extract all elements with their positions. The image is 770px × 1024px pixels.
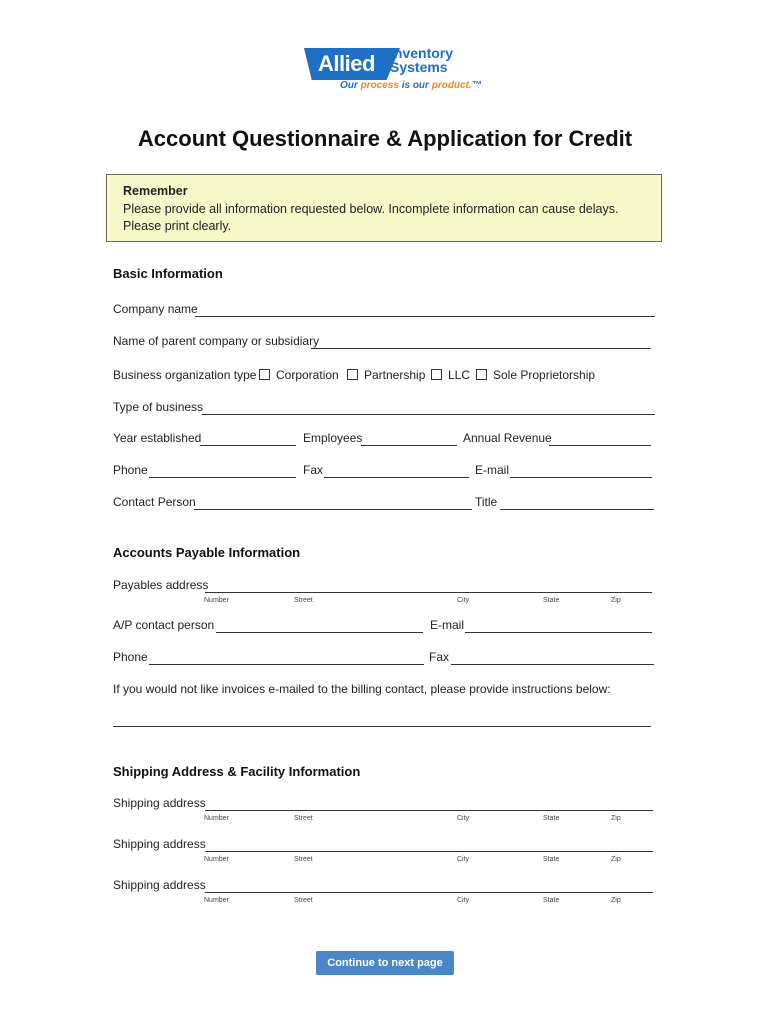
checkbox-icon[interactable] bbox=[431, 369, 442, 380]
type-of-business-row bbox=[113, 400, 655, 418]
sub-number: Number bbox=[204, 815, 229, 822]
sub-state: State bbox=[543, 897, 560, 904]
ap-contact-label: A/P contact person bbox=[113, 618, 215, 632]
sub-street: Street bbox=[294, 815, 313, 822]
sub-zip: Zip bbox=[611, 897, 621, 904]
parent-company-field[interactable] bbox=[311, 348, 651, 349]
sub-street: Street bbox=[294, 856, 313, 863]
company-logo bbox=[304, 44, 482, 94]
sub-city: City bbox=[457, 597, 470, 604]
year-employees-revenue-row bbox=[113, 431, 655, 449]
continue-button[interactable]: Continue to next page bbox=[316, 951, 454, 975]
logo-subtitle bbox=[390, 46, 453, 74]
shipping-address-row-1 bbox=[113, 796, 655, 822]
remember-line-2: Please print clearly. bbox=[123, 219, 232, 233]
remember-box bbox=[106, 174, 662, 242]
email-label: E-mail bbox=[475, 463, 510, 477]
type-of-business-label: Type of business bbox=[113, 400, 204, 414]
phone-fax-email-row bbox=[113, 463, 655, 481]
payable-heading: Accounts Payable Information bbox=[113, 545, 301, 560]
org-type-row bbox=[113, 368, 655, 386]
fax-field[interactable] bbox=[324, 477, 469, 478]
employees-field[interactable] bbox=[361, 445, 457, 446]
contact-title-row bbox=[113, 495, 655, 513]
logo-word: Allied bbox=[318, 51, 375, 76]
shipping-address-row-2 bbox=[113, 837, 655, 863]
payables-address-label: Payables address bbox=[113, 578, 209, 592]
sub-street: Street bbox=[294, 597, 313, 604]
phone-label: Phone bbox=[113, 463, 148, 477]
shipping-address-field[interactable] bbox=[205, 810, 653, 811]
logo-inventory: Inventory bbox=[390, 45, 454, 61]
ap-fax-label: Fax bbox=[429, 650, 450, 664]
option-llc[interactable]: LLC bbox=[431, 368, 470, 382]
year-established-label: Year established bbox=[113, 431, 202, 445]
shipping-address-label: Shipping address bbox=[113, 796, 206, 810]
company-name-label: Company name bbox=[113, 302, 198, 316]
ap-phone-fax-row bbox=[113, 650, 655, 668]
type-of-business-field[interactable] bbox=[202, 414, 655, 415]
annual-revenue-label: Annual Revenue bbox=[463, 431, 552, 445]
ap-contact-field[interactable] bbox=[216, 632, 423, 633]
contact-person-field[interactable] bbox=[194, 509, 472, 510]
shipping-heading: Shipping Address & Facility Information bbox=[113, 764, 361, 779]
annual-revenue-field[interactable] bbox=[549, 445, 651, 446]
sub-number: Number bbox=[204, 856, 229, 863]
sub-street: Street bbox=[294, 897, 313, 904]
checkbox-icon[interactable] bbox=[259, 369, 270, 380]
shipping-address-label: Shipping address bbox=[113, 837, 206, 851]
ap-contact-row bbox=[113, 618, 655, 636]
ap-email-field[interactable] bbox=[465, 632, 652, 633]
payables-address-field[interactable] bbox=[205, 592, 652, 593]
ap-phone-field[interactable] bbox=[149, 664, 424, 665]
email-field[interactable] bbox=[510, 477, 652, 478]
shipping-address-field[interactable] bbox=[205, 851, 653, 852]
sub-state: State bbox=[543, 815, 560, 822]
sub-zip: Zip bbox=[611, 597, 621, 604]
option-partnership[interactable]: Partnership bbox=[347, 368, 425, 382]
phone-field[interactable] bbox=[149, 477, 296, 478]
basic-info-heading: Basic Information bbox=[113, 266, 223, 281]
ap-phone-label: Phone bbox=[113, 650, 148, 664]
sub-number: Number bbox=[204, 897, 229, 904]
invoice-instructions-field[interactable] bbox=[113, 726, 651, 727]
logo-tagline: Our process is our product.™ bbox=[340, 80, 482, 91]
sub-zip: Zip bbox=[611, 815, 621, 822]
year-established-field[interactable] bbox=[200, 445, 296, 446]
company-name-row bbox=[113, 302, 655, 320]
sub-state: State bbox=[543, 856, 560, 863]
checkbox-icon[interactable] bbox=[476, 369, 487, 380]
remember-line-1: Please provide all information requested below. Incomplete information can cause delays. bbox=[123, 201, 619, 216]
org-type-label: Business organization type bbox=[113, 368, 257, 382]
title-field[interactable] bbox=[500, 509, 654, 510]
shipping-address-field[interactable] bbox=[205, 892, 653, 893]
fax-label: Fax bbox=[303, 463, 324, 477]
option-corporation[interactable]: Corporation bbox=[259, 368, 339, 382]
parent-company-label: Name of parent company or subsidiary bbox=[113, 334, 320, 348]
checkbox-icon[interactable] bbox=[347, 369, 358, 380]
logo-systems: Systems bbox=[390, 59, 448, 75]
employees-label: Employees bbox=[303, 431, 363, 445]
sub-city: City bbox=[457, 856, 470, 863]
invoice-note-row bbox=[113, 682, 655, 700]
option-sole-proprietorship[interactable]: Sole Proprietorship bbox=[476, 368, 595, 382]
invoice-instructions-row bbox=[113, 712, 655, 730]
sub-city: City bbox=[457, 815, 470, 822]
sub-state: State bbox=[543, 597, 560, 604]
title-label: Title bbox=[475, 495, 498, 509]
sub-number: Number bbox=[204, 597, 229, 604]
sub-zip: Zip bbox=[611, 856, 621, 863]
remember-heading: Remember bbox=[123, 184, 188, 198]
sub-city: City bbox=[457, 897, 470, 904]
invoice-note: If you would not like invoices e-mailed to the billing contact, please provide instructions below: bbox=[113, 682, 611, 696]
contact-person-label: Contact Person bbox=[113, 495, 196, 509]
payables-address-row bbox=[113, 578, 655, 604]
company-name-field[interactable] bbox=[195, 316, 655, 317]
shipping-address-row-3 bbox=[113, 878, 655, 904]
shipping-address-label: Shipping address bbox=[113, 878, 206, 892]
page-title: Account Questionnaire & Application for Credit bbox=[137, 126, 633, 151]
ap-fax-field[interactable] bbox=[451, 664, 654, 665]
parent-company-row bbox=[113, 334, 655, 352]
ap-email-label: E-mail bbox=[430, 618, 465, 632]
